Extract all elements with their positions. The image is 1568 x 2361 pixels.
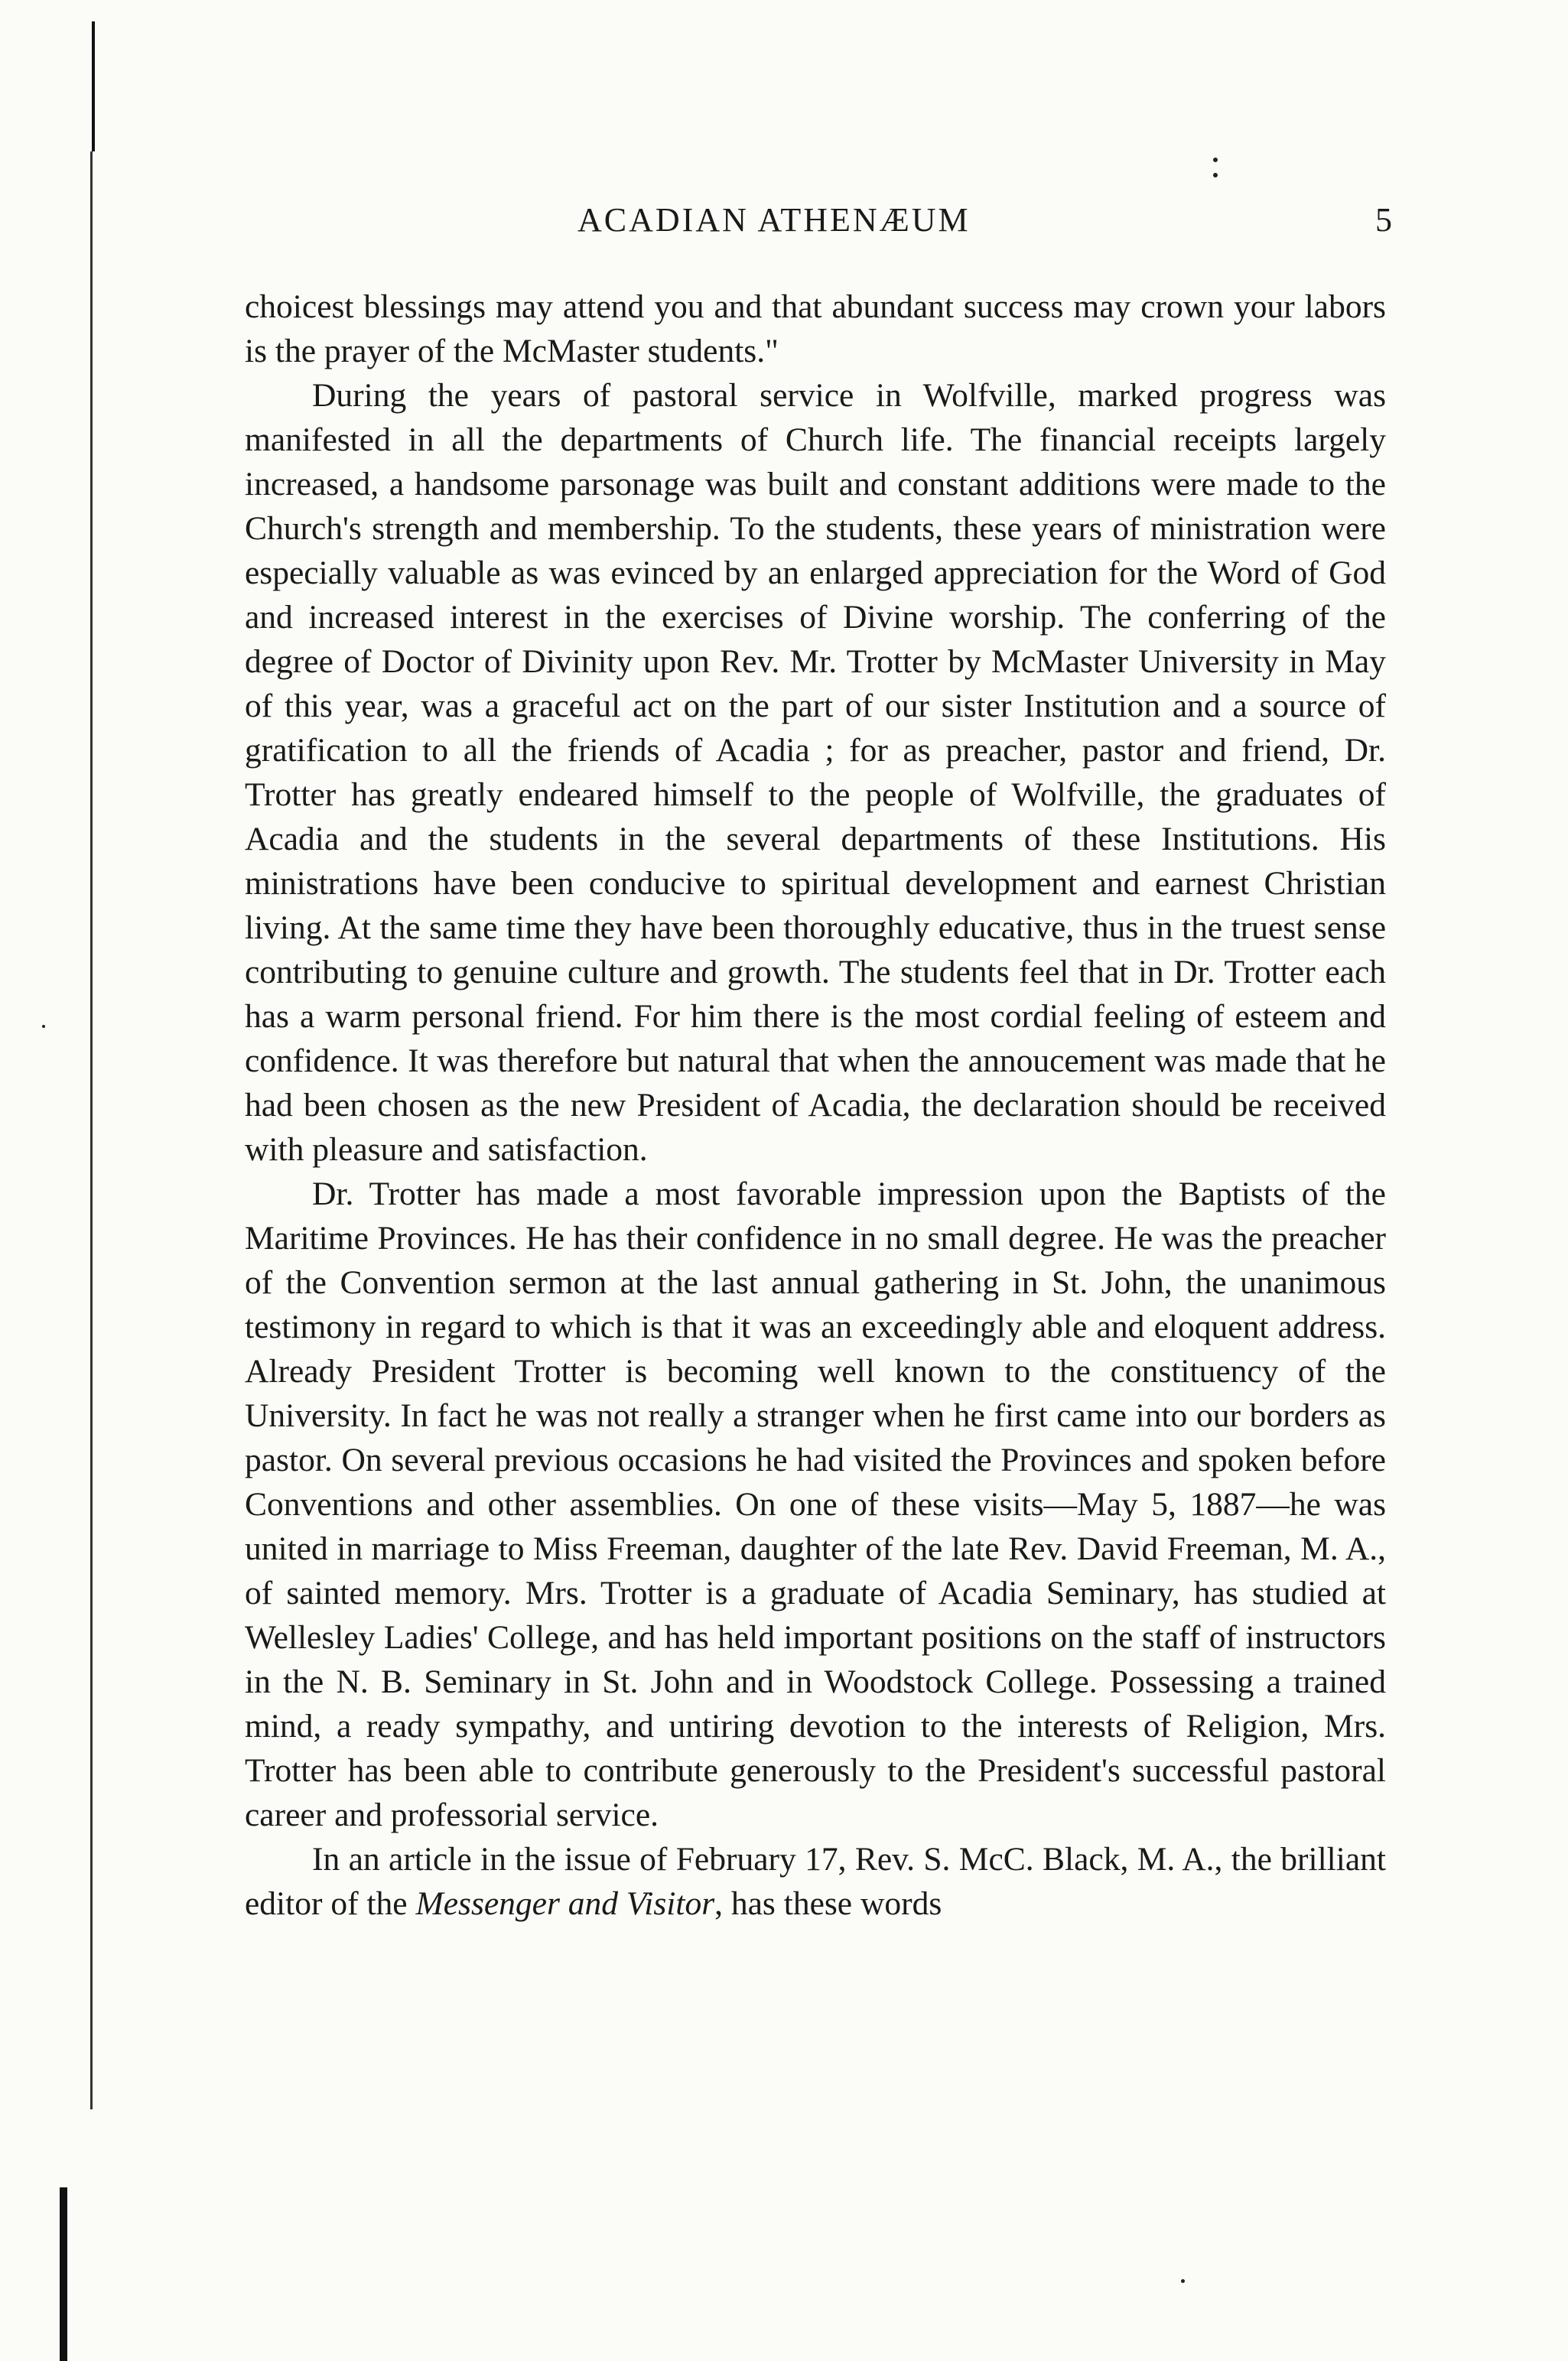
- binding-edge-shadow: [60, 2187, 67, 2361]
- scan-speck: [1213, 158, 1218, 162]
- scan-speck: [42, 1025, 45, 1028]
- publication-title: Messenger and Visitor: [415, 1885, 715, 1922]
- paragraph: During the years of pastoral service in Wolfville, marked progress was manifested in all the departments of Church life. The financial receipts largely increased, a handsome parsonage was built and constant additions were made to the Church's strength and membership. To the students, these years of ministration were especially valuable as was evinced by an enlarged appreciation for the Word of God and increased interest in the exercises of Divine worship. The conferring of the degree of Doctor of Divinity upon Rev. Mr. Trotter by McMaster University in May of this year, was a graceful act on the part of our sister Institution and a source of gratification to all the friends of Acadia ; for as preacher, pastor and friend, Dr. Trotter has greatly endeared himself to the people of Wolfville, the graduates of Acadia and the students in the several departments of these Institutions. His ministrations have been conducive to spiritual development and earnest Christian living. At the same time they have been thoroughly educative, thus in the truest sense contributing to genuine culture and growth. The students feel that in Dr. Trotter each has a warm personal friend. For him there is the most cordial feeling of esteem and confidence. It was therefore but natural that when the annoucement was made that he had been chosen as the new President of Acadia, the declaration should be received with pleasure and satisfaction.: [245, 377, 1386, 1168]
- scan-speck: [1213, 173, 1218, 177]
- scan-speck: [1181, 2279, 1185, 2283]
- running-title: ACADIAN ATHENÆUM: [577, 201, 971, 239]
- page-number: 5: [1375, 201, 1392, 239]
- paragraph: [245, 1837, 1386, 1926]
- page-header: [245, 200, 1392, 246]
- paragraph: Dr. Trotter has made a most favorable impression upon the Baptists of the Maritime Provinces. He has their confidence in no small degree. He was the preacher of the Convention sermon at the last annual gathering in St. John, the unanimous testimony in regard to which is that it was an exceedingly able and eloquent address. Already President Trotter is becoming well known to the constituency of the University. In fact he was not really a stranger when he first came into our borders as pastor. On several previous occasions he had visited the Provinces and spoken before Conventions and other assemblies. On one of these visits—May 5, 1887—he was united in marriage to Miss Freeman, daughter of the late Rev. David Freeman, M. A., of sainted memory. Mrs. Trotter is a graduate of Acadia Seminary, has studied at Wellesley Ladies' College, and has held important positions on the staff of instructors in the N. B. Seminary in St. John and in Woodstock College. Possessing a trained mind, a ready sympathy, and untiring devotion to the interests of Religion, Mrs. Trotter has been able to contribute generously to the President's successful pastoral career and professorial service.: [245, 1176, 1386, 1833]
- binding-edge-line: [90, 151, 93, 2109]
- paragraph: choicest blessings may attend you and that abundant success may crown your labors is the prayer of the McMaster students.": [245, 288, 1386, 369]
- binding-edge-mark: [92, 21, 95, 151]
- body-text: [245, 285, 1386, 1926]
- paragraph-text: , has these words: [714, 1885, 942, 1922]
- paragraph-text: In an article in the issue of February 17, Rev. S. McC. Black, M. A., the brilliant editor of the: [245, 1841, 1386, 1922]
